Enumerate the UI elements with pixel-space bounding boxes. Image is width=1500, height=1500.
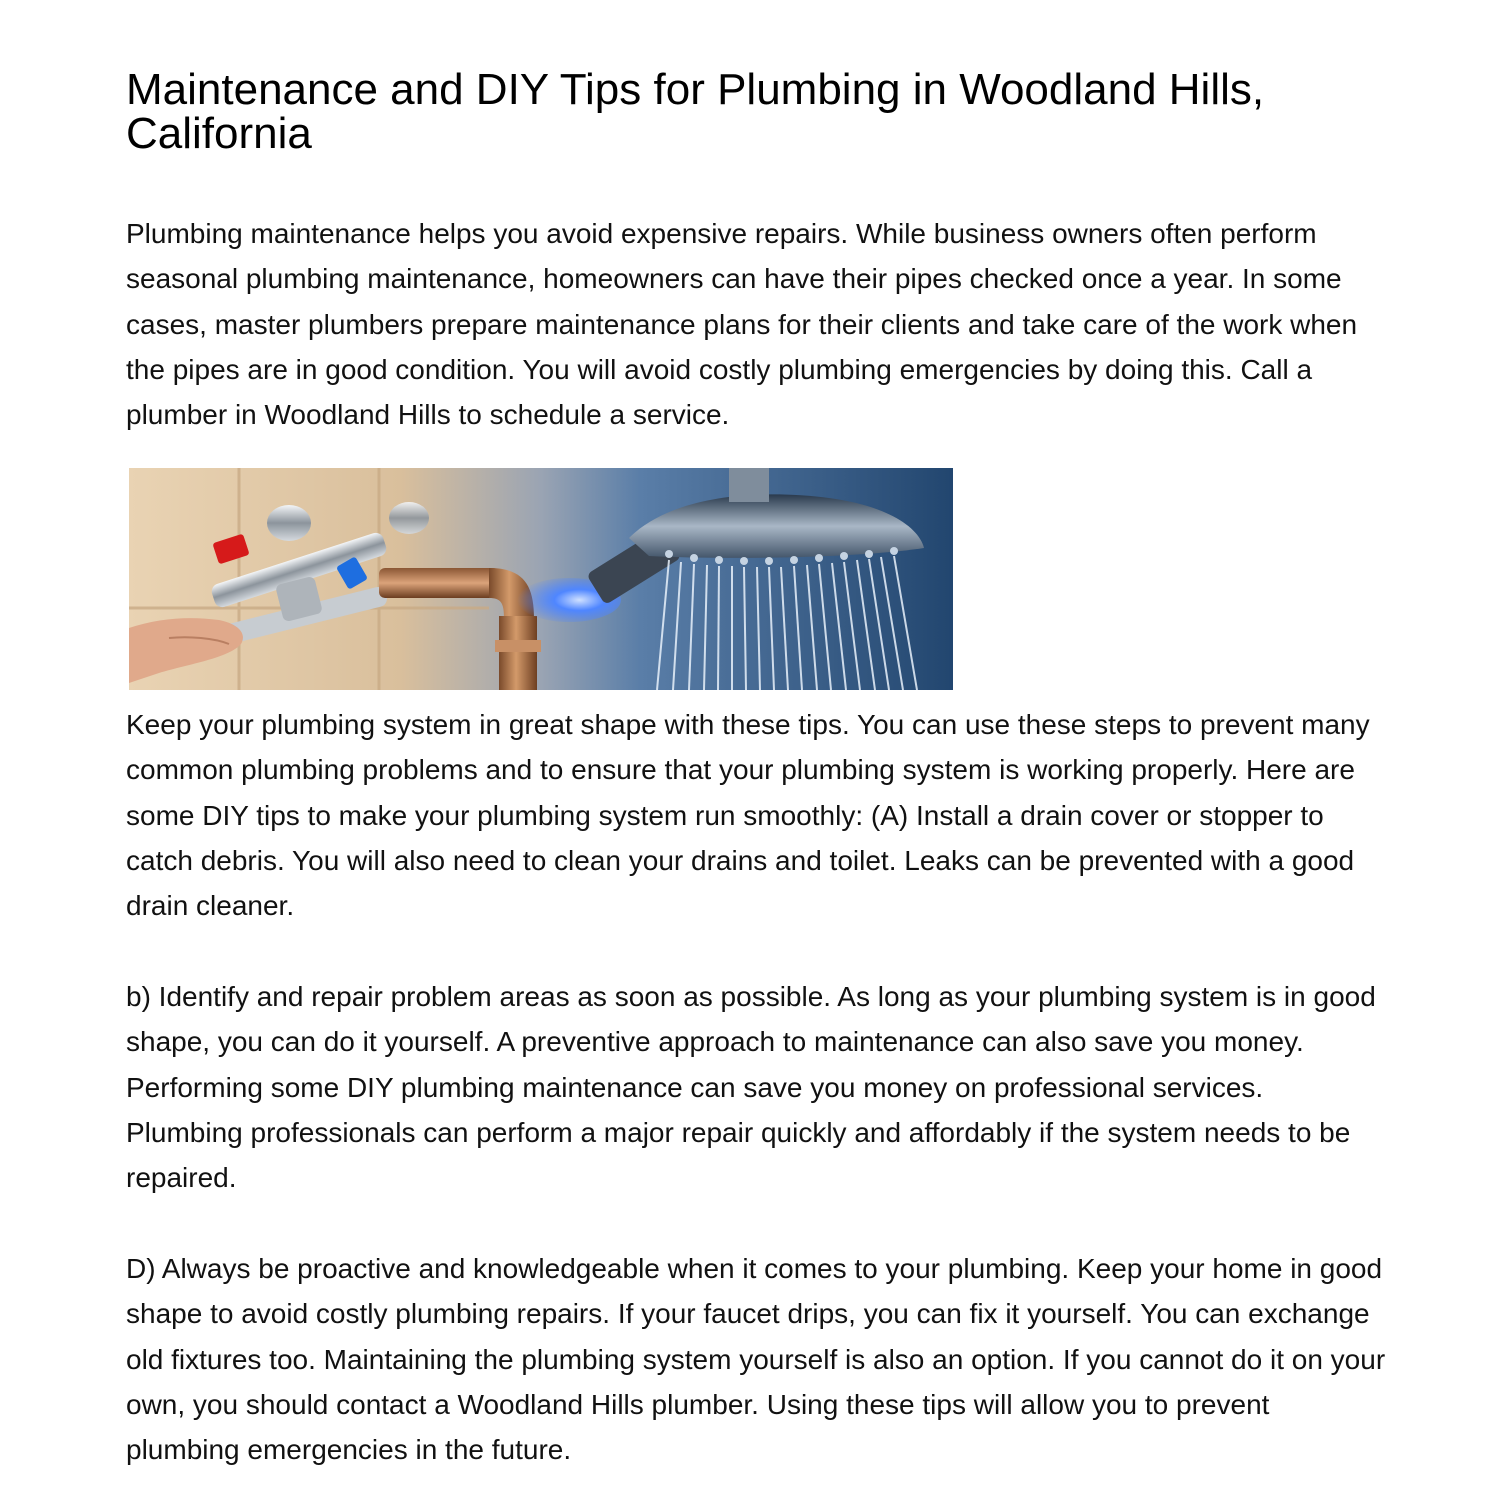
- plumbing-photo: [129, 468, 953, 690]
- paragraph-tips-intro: Keep your plumbing system in great shape with these tips. You can use these steps to prevent many common plumbing problems and to ensure that your plumbing system is working properly. Here are some DIY tips to make your plumbing system run smoothly: (A) Install a drain cover or stopper to catch debris. You will also need to clean your drains and toilet. Leaks can be prevented with a good drain cleaner.: [126, 709, 1370, 922]
- paragraph-intro: Plumbing maintenance helps you avoid expensive repairs. While business owners often perform seasonal plumbing maintenance, homeowners can have their pipes checked once a year. In some cases, master plumbers prepare maintenance plans for their clients and take care of the work when the pipes are in good condition. You will avoid costly plumbing emergencies by doing this. Call a plumber in Woodland Hills to schedule a service.: [126, 218, 1358, 431]
- paragraph-tip-d: D) Always be proactive and knowledgeable when it comes to your plumbing. Keep your home in good shape to avoid costly plumbing repairs. If your faucet drips, you can fix it yourself. You can exchange old fixtures too. Maintaining the plumbing system yourself is also an option. If you cannot do it on your own, you should contact a Woodland Hills plumber. Using these tips will allow you to prevent plumbing emergencies in the future.: [126, 1253, 1386, 1466]
- page-title: Maintenance and DIY Tips for Plumbing in Woodland Hills, California: [126, 65, 1265, 158]
- paragraph-tip-b: b) Identify and repair problem areas as soon as possible. As long as your plumbing system is in good shape, you can do it yourself. A preventive approach to maintenance can also save you money. Performing some DIY plumbing maintenance can save you money on professional services. Plumbing professionals can perform a major repair quickly and affordably if the system needs to be repaired.: [126, 981, 1376, 1194]
- plumbing-illustration: [129, 468, 953, 690]
